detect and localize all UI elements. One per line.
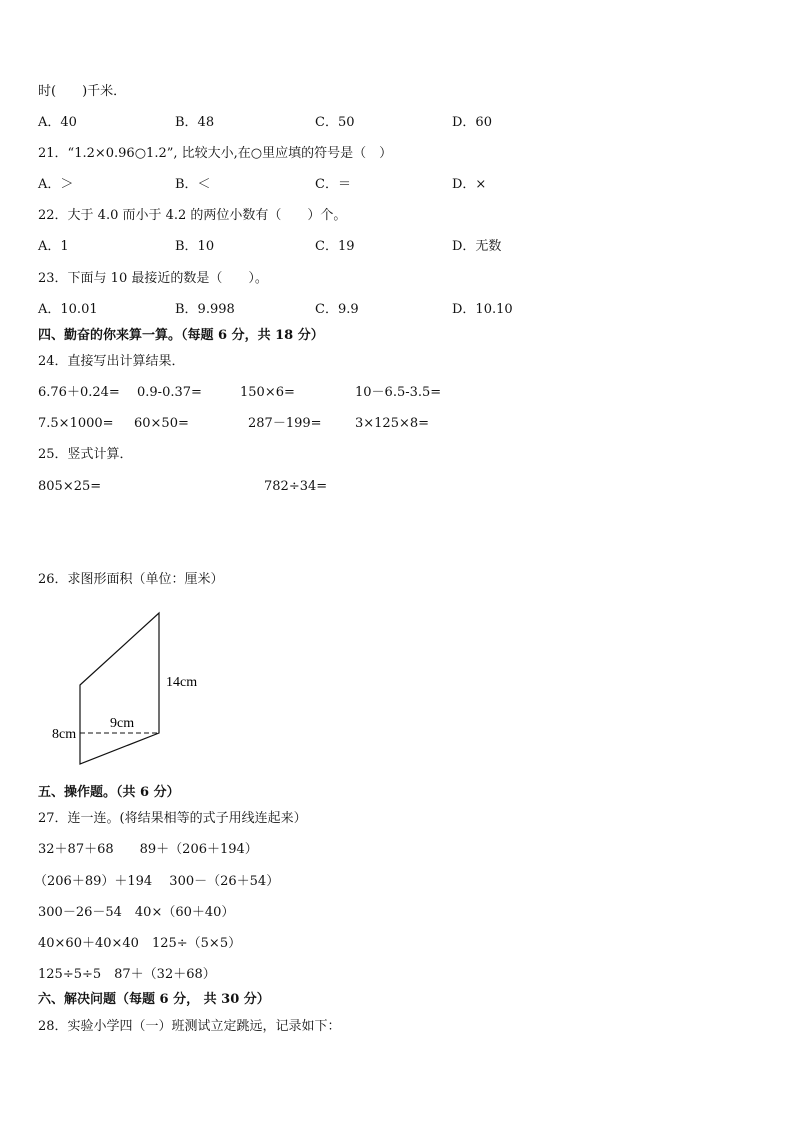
match-row: 40×60＋40×40 125÷（5×5） bbox=[38, 936, 242, 951]
question-26: 26．求图形面积（单位：厘米） bbox=[38, 572, 224, 587]
question-22: 22．大于 4.0 而小于 4.2 的两位小数有（ ）个。 bbox=[38, 208, 347, 223]
section-4-heading: 四、勤奋的你来算一算。（每题 6 分，共 18 分） bbox=[38, 328, 324, 343]
label-8cm: 8cm bbox=[52, 727, 77, 742]
question-20-stem-tail: 时( )千米． bbox=[38, 84, 127, 99]
calc-item: 10－6.5-3.5= bbox=[355, 385, 442, 400]
label-14cm: 14cm bbox=[166, 675, 198, 690]
calc-item: 287－199= bbox=[248, 416, 322, 431]
section-5-heading: 五、操作题。（共 6 分） bbox=[38, 785, 180, 800]
calc-item: 150×6= bbox=[240, 385, 295, 400]
q21-option-c: C．＝ bbox=[315, 177, 351, 192]
q20-option-b: B．48 bbox=[175, 115, 215, 130]
match-row: 125÷5÷5 87＋（32＋68） bbox=[38, 967, 216, 982]
question-24: 24．直接写出计算结果． bbox=[38, 354, 185, 369]
vertical-calc-item: 805×25= bbox=[38, 479, 102, 494]
q23-option-a: A．10.01 bbox=[38, 302, 98, 317]
label-9cm: 9cm bbox=[110, 716, 135, 731]
question-21: 21．“1.2×0.96○1.2”, 比较大小,在○里应填的符号是（ ） bbox=[38, 146, 393, 161]
q22-option-b: B．10 bbox=[175, 239, 215, 254]
q23-option-d: D．10.10 bbox=[452, 302, 513, 317]
calc-item: 6.76＋0.24= bbox=[38, 385, 120, 400]
question-27: 27．连一连。(将结果相等的式子用线连起来） bbox=[38, 811, 307, 826]
match-row: 32＋87＋68 89＋（206＋194） bbox=[38, 842, 258, 857]
q21-option-b: B．＜ bbox=[175, 177, 211, 192]
q20-option-c: C．50 bbox=[315, 115, 355, 130]
match-row: 300－26－54 40×（60＋40） bbox=[38, 905, 235, 920]
q21-option-d: D．× bbox=[452, 177, 487, 192]
calc-item: 7.5×1000= bbox=[38, 416, 114, 431]
q20-option-d: D．60 bbox=[452, 115, 492, 130]
calc-item: 3×125×8= bbox=[355, 416, 430, 431]
trapezoid-figure bbox=[40, 603, 230, 773]
q23-option-b: B．9.998 bbox=[175, 302, 235, 317]
q22-option-a: A．1 bbox=[38, 239, 69, 254]
trapezoid-outline bbox=[80, 613, 159, 764]
vertical-calc-item: 782÷34= bbox=[264, 479, 328, 494]
section-6-heading: 六、解决问题（每题 6 分， 共 30 分） bbox=[38, 992, 270, 1007]
q22-option-c: C．19 bbox=[315, 239, 355, 254]
calc-item: 60×50= bbox=[134, 416, 189, 431]
q20-option-a: A．40 bbox=[38, 115, 77, 130]
match-row: （206＋89）＋194 300－（26＋54） bbox=[34, 874, 280, 889]
calc-item: 0.9-0.37= bbox=[137, 385, 202, 400]
question-28: 28．实验小学四（一）班测试立定跳远，记录如下： bbox=[38, 1019, 341, 1034]
q21-option-a: A．＞ bbox=[38, 177, 74, 192]
question-23: 23．下面与 10 最接近的数是（ ）。 bbox=[38, 271, 268, 286]
question-25: 25．竖式计算． bbox=[38, 447, 133, 462]
q23-option-c: C．9.9 bbox=[315, 302, 359, 317]
q22-option-d: D．无数 bbox=[452, 239, 502, 254]
